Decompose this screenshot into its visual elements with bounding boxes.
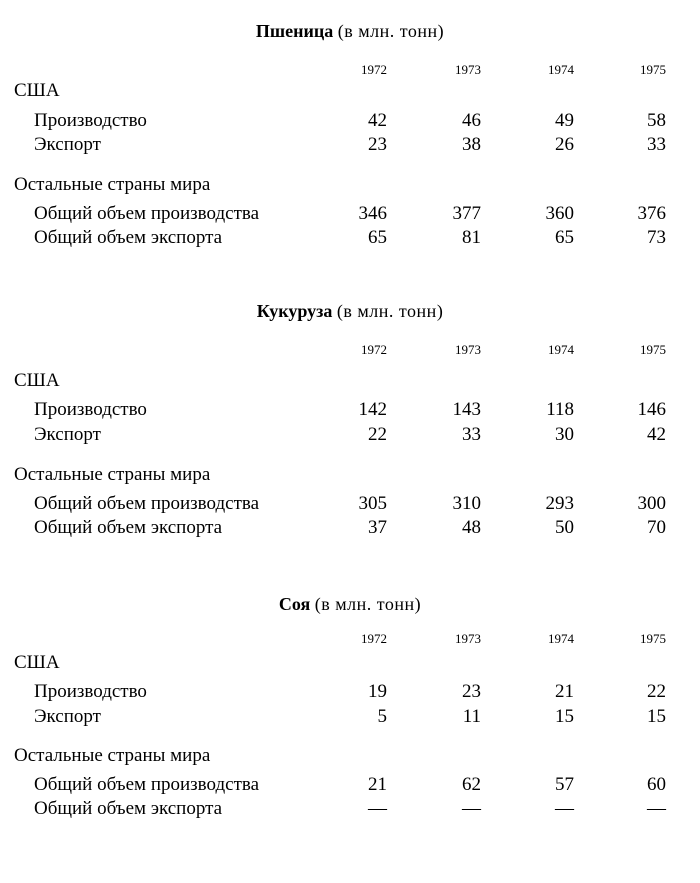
group-label-usa: США [14, 80, 60, 101]
year-header: 1973 [455, 631, 481, 646]
value-cell: 146 [637, 399, 666, 420]
value-cell: 58 [647, 110, 666, 131]
value-cell: 50 [555, 517, 574, 538]
group-label-rest: Остальные страны мира [14, 464, 211, 485]
year-header: 1973 [455, 62, 481, 77]
value-cell: — [462, 798, 481, 819]
value-cell: 33 [462, 424, 481, 445]
value-cell: 33 [647, 134, 666, 155]
value-cell: 42 [368, 110, 387, 131]
value-cell: 46 [462, 110, 481, 131]
year-header: 1972 [361, 342, 387, 357]
section-title [0, 300, 700, 322]
section-corn [0, 300, 700, 590]
row-label: Экспорт [34, 424, 101, 445]
value-cell: 23 [368, 134, 387, 155]
row-label: Общий объем производства [34, 203, 260, 224]
value-cell: 70 [647, 517, 666, 538]
value-cell: 57 [555, 774, 574, 795]
row-label: Производство [34, 681, 147, 702]
year-header: 1975 [640, 62, 666, 77]
value-cell: 5 [377, 706, 387, 727]
row-label: Экспорт [34, 134, 101, 155]
value-cell: 22 [368, 424, 387, 445]
value-cell: 310 [452, 493, 481, 514]
row-label: Экспорт [34, 706, 101, 727]
value-cell: 22 [647, 681, 666, 702]
year-header: 1972 [361, 62, 387, 77]
unit-label: (в млн. тонн) [336, 301, 444, 321]
year-header: 1974 [548, 631, 574, 646]
value-cell: 65 [555, 227, 574, 248]
value-cell: — [647, 798, 666, 819]
value-cell: 48 [462, 517, 481, 538]
group-label-rest: Остальные страны мира [14, 745, 211, 766]
value-cell: 81 [462, 227, 481, 248]
value-cell: 15 [555, 706, 574, 727]
value-cell: 30 [555, 424, 574, 445]
value-cell: — [368, 798, 387, 819]
value-cell: 300 [637, 493, 666, 514]
value-cell: 37 [368, 517, 387, 538]
value-cell: 305 [358, 493, 387, 514]
year-header: 1975 [640, 631, 666, 646]
group-label-usa: США [14, 652, 60, 673]
group-label-usa: США [14, 370, 60, 391]
value-cell: 21 [555, 681, 574, 702]
section-title [0, 20, 700, 42]
value-cell: 346 [358, 203, 387, 224]
year-header: 1975 [640, 342, 666, 357]
section-soy [0, 593, 700, 883]
row-label: Общий объем экспорта [34, 227, 223, 248]
unit-label: (в млн. тонн) [314, 594, 422, 614]
crop-name: Кукуруза [256, 301, 333, 321]
value-cell: 73 [647, 227, 666, 248]
group-label-rest: Остальные страны мира [14, 174, 211, 195]
value-cell: 42 [647, 424, 666, 445]
year-header: 1972 [361, 631, 387, 646]
value-cell: 142 [358, 399, 387, 420]
value-cell: 23 [462, 681, 481, 702]
value-cell: 376 [637, 203, 666, 224]
section-title [0, 593, 700, 615]
row-label: Производство [34, 110, 147, 131]
value-cell: — [555, 798, 574, 819]
row-label: Общий объем производства [34, 774, 260, 795]
value-cell: 360 [545, 203, 574, 224]
year-header: 1974 [548, 62, 574, 77]
value-cell: 143 [452, 399, 481, 420]
value-cell: 19 [368, 681, 387, 702]
year-header: 1974 [548, 342, 574, 357]
value-cell: 21 [368, 774, 387, 795]
year-header: 1973 [455, 342, 481, 357]
value-cell: 118 [546, 399, 574, 420]
value-cell: 293 [545, 493, 574, 514]
value-cell: 60 [647, 774, 666, 795]
value-cell: 38 [462, 134, 481, 155]
row-label: Общий объем экспорта [34, 798, 223, 819]
value-cell: 26 [555, 134, 574, 155]
value-cell: 62 [462, 774, 481, 795]
section-wheat [0, 20, 700, 310]
row-label: Общий объем экспорта [34, 517, 223, 538]
value-cell: 65 [368, 227, 387, 248]
row-label: Производство [34, 399, 147, 420]
value-cell: 15 [647, 706, 666, 727]
unit-label: (в млн. тонн) [337, 21, 445, 41]
value-cell: 11 [462, 706, 481, 727]
crop-name: Соя [278, 594, 311, 614]
value-cell: 377 [452, 203, 481, 224]
row-label: Общий объем производства [34, 493, 260, 514]
crop-name: Пшеница [255, 21, 334, 41]
value-cell: 49 [555, 110, 574, 131]
